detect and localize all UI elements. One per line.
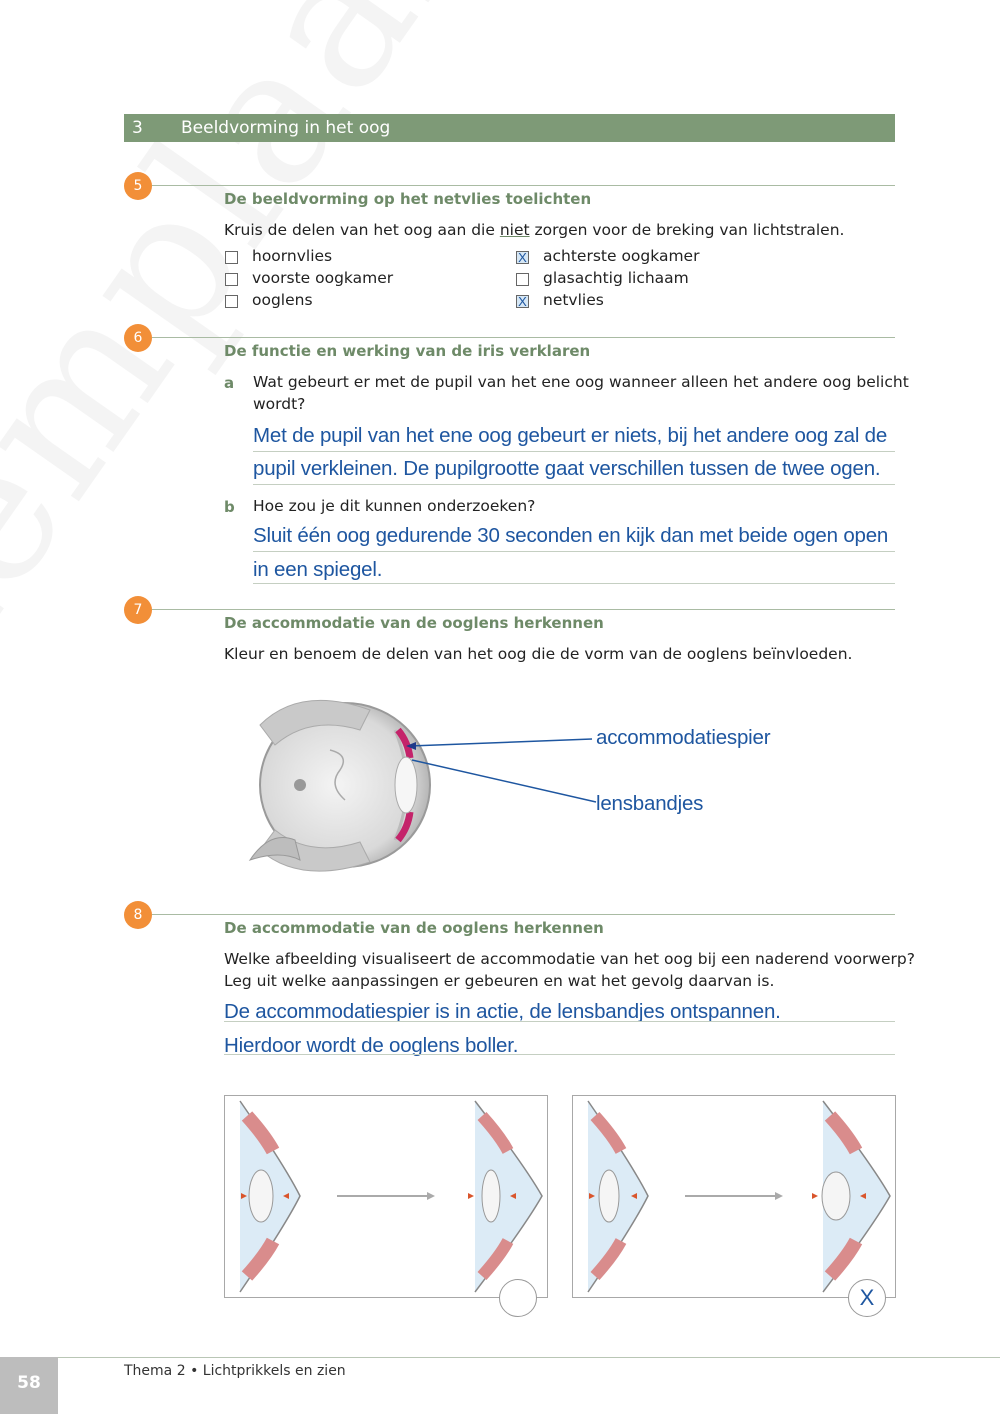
checkbox-ooglens[interactable] [225, 295, 238, 308]
chapter-header [124, 114, 895, 142]
option-label: voorste oogkamer [252, 269, 394, 287]
question-8-title: De accommodatie van de ooglens herkennen [224, 919, 604, 937]
answer-a-line-2: pupil verkleinen. De pupilgrootte gaat verschillen tussen de twee ogen. [253, 457, 881, 480]
answer-a-line-1: Met de pupil van het ene oog gebeurt er niets, bij het andere oog zal de [253, 424, 888, 447]
question-5-rule [152, 185, 895, 186]
label-lensbandjes: lensbandjes [596, 792, 704, 815]
option-label: ooglens [252, 291, 313, 309]
accommodation-illustration-left [225, 1096, 547, 1297]
answer-8-line-1: De accommodatiespier is in actie, de lensbandjes ontspannen. [224, 1000, 781, 1023]
option-label: achterste oogkamer [543, 247, 700, 265]
question-7-number: 7 [124, 596, 152, 624]
answer-b-line-2: in een spiegel. [253, 558, 383, 581]
chapter-title: Beeldvorming in het oog [181, 118, 391, 138]
checkbox-glasachtig-lichaam[interactable] [516, 273, 529, 286]
answer-line [224, 1021, 895, 1022]
prompt-emphasis: niet [499, 221, 530, 239]
question-8-prompt-line-1: Welke afbeelding visualiseert de accommodatie van het oog bij een naderend voorwerp? [224, 950, 915, 968]
question-8-prompt-line-2: Leg uit welke aanpassingen er gebeuren en wat het gevolg daarvan is. [224, 972, 775, 990]
answer-8-line-2: Hierdoor wordt de ooglens boller. [224, 1034, 519, 1057]
question-5-title: De beeldvorming op het netvlies toelichten [224, 190, 592, 208]
option-panel-right[interactable] [572, 1095, 896, 1298]
footer-rule [0, 1357, 1000, 1358]
checkbox-hoornvlies[interactable] [225, 251, 238, 264]
answer-line [253, 451, 895, 452]
prompt-text: zorgen voor de breking van lichtstralen. [529, 221, 845, 239]
chapter-number: 3 [132, 118, 143, 138]
option-label: glasachtig lichaam [543, 269, 689, 287]
answer-b-line-1: Sluit één oog gedurende 30 seconden en kijk dan met beide ogen open [253, 524, 889, 547]
answer-line [224, 1054, 895, 1055]
question-5-number: 5 [124, 172, 152, 200]
option-panel-left[interactable] [224, 1095, 548, 1298]
answer-line [253, 484, 895, 485]
label-accommodatiespier: accommodatiespier [596, 726, 771, 749]
question-5-prompt [224, 221, 844, 239]
page-number: 58 [0, 1357, 58, 1414]
answer-line [253, 583, 895, 584]
question-8-rule [152, 914, 895, 915]
answer-circle-left[interactable] [499, 1279, 537, 1317]
subquestion-a-letter: a [224, 374, 235, 392]
eye-cross-section-illustration [240, 690, 720, 880]
checkbox-voorste-oogkamer[interactable] [225, 273, 238, 286]
subquestion-b-text: Hoe zou je dit kunnen onderzoeken? [253, 497, 536, 515]
question-7-prompt: Kleur en benoem de delen van het oog die de vorm van de ooglens beïnvloeden. [224, 645, 853, 663]
question-7-rule [152, 609, 895, 610]
answer-line [253, 551, 895, 552]
question-6-number: 6 [124, 324, 152, 352]
option-label: netvlies [543, 291, 604, 309]
checkbox-netvlies[interactable]: X [516, 295, 529, 308]
question-6-title: De functie en werking van de iris verklaren [224, 342, 591, 360]
subquestion-a-text: wordt? [253, 395, 306, 413]
checkbox-achterste-oogkamer[interactable]: X [516, 251, 529, 264]
question-6-rule [152, 337, 895, 338]
subquestion-b-letter: b [224, 498, 235, 516]
accommodation-illustration-right [573, 1096, 895, 1297]
question-7-title: De accommodatie van de ooglens herkennen [224, 614, 604, 632]
footer-title: Thema 2 • Lichtprikkels en zien [124, 1363, 346, 1379]
prompt-text: Kruis de delen van het oog aan die [224, 221, 500, 239]
subquestion-a-text: Wat gebeurt er met de pupil van het ene oog wanneer alleen het andere oog belicht [253, 373, 909, 391]
option-label: hoornvlies [252, 247, 333, 265]
question-8-number: 8 [124, 901, 152, 929]
answer-circle-right[interactable]: X [848, 1279, 886, 1317]
